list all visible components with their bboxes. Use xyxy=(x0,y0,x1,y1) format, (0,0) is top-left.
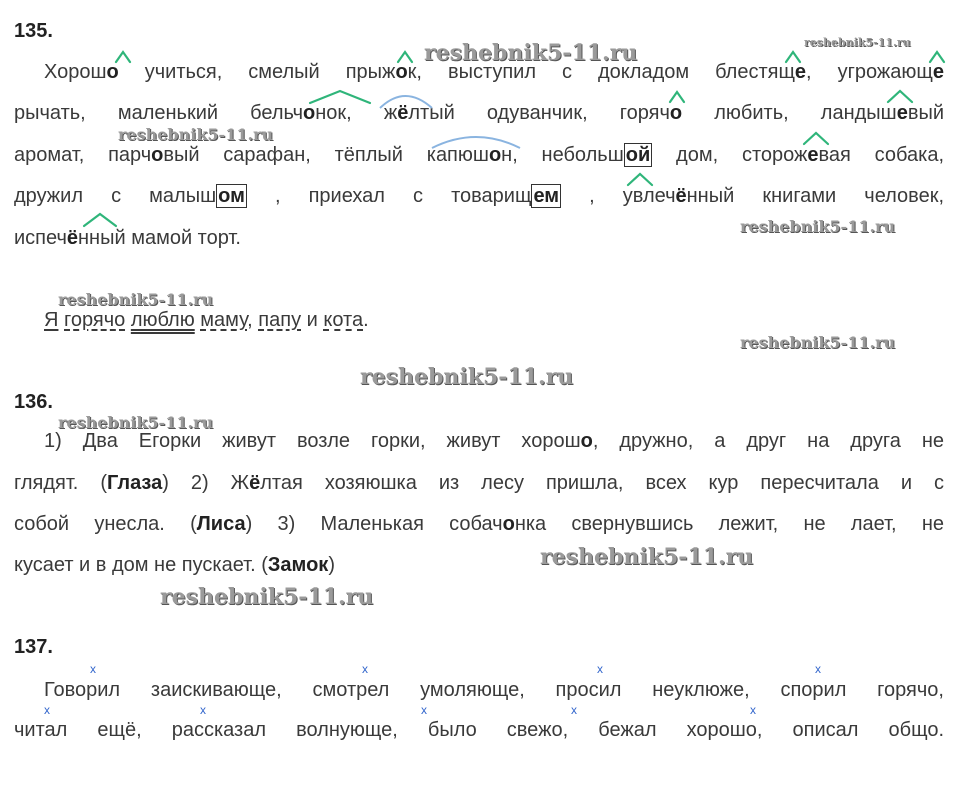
ex136-line-3: собой унесла. (Лиса) 3) Маленькая собачонка свернувшись лежит, не лает, не xyxy=(14,513,945,535)
ex137-line-2: читал ещё, рассказал волнующе, было свежо, бежал хорошо, описал общо. xyxy=(14,719,944,741)
ex136-line-1: 1) Два Егорки живут возле горки, живут хорошо, дружно, а друг на друга не xyxy=(44,430,944,452)
ex135-line-2: рычать, маленький бельчонок, жёлтый одуванчик, горячо любить, ландышевый xyxy=(14,102,944,124)
ex137-line-1: Говорил заискивающе, смотрел умоляюще, просил неуклюже, спорил горячо, xyxy=(44,679,944,701)
exercise-135-number: 135. xyxy=(14,20,53,42)
watermark: reshebnik5-11.ru xyxy=(118,125,274,144)
watermark: reshebnik5-11.ru xyxy=(740,333,896,352)
stress-mark: x xyxy=(200,703,206,717)
watermark: reshebnik5-11.ru xyxy=(424,40,638,66)
stress-mark: x xyxy=(815,662,821,676)
ex136-line-2: глядят. (Глаза) 2) Жёлтая хозяюшка из лесу пришла, всех кур пересчитала и с xyxy=(14,472,944,494)
stress-mark: x xyxy=(571,703,577,717)
ending-box: ой xyxy=(625,144,651,166)
ex135-line-3: аромат, парчовый сарафан, тёплый капюшон, небольш ой дом, сторожевая собака, xyxy=(14,144,944,166)
stress-mark: x xyxy=(750,703,756,717)
stress-mark: x xyxy=(362,662,368,676)
stress-mark: x xyxy=(90,662,96,676)
exercise-136-number: 136. xyxy=(14,391,53,413)
ending-box: ем xyxy=(533,185,560,207)
stress-mark: x xyxy=(597,662,603,676)
watermark: reshebnik5-11.ru xyxy=(58,290,214,309)
ex135-line-5: испечённый мамой торт. xyxy=(14,227,241,249)
ex135-line-1: Хорошо учиться, смелый прыжок, выступил с докладом блестяще, угрожающе xyxy=(44,61,944,83)
stress-mark: x xyxy=(44,703,50,717)
ex135-line-4: дружил с малыш ом , приехал с товарищ ем , увлечённый книгами человек, xyxy=(14,185,945,207)
watermark: reshebnik5-11.ru xyxy=(360,364,574,390)
watermark: reshebnik5-11.ru xyxy=(58,413,214,432)
watermark: reshebnik5-11.ru xyxy=(740,217,896,236)
ending-box: ом xyxy=(218,185,245,207)
ex136-line-4: кусает и в дом не пускает. (Замок) xyxy=(14,554,335,576)
watermark: reshebnik5-11.ru xyxy=(804,36,911,49)
watermark: reshebnik5-11.ru xyxy=(160,584,374,610)
stress-mark: x xyxy=(421,703,427,717)
ex135-parsed-sentence: Я горячо люблю маму, папу и кота. xyxy=(44,309,369,331)
watermark: reshebnik5-11.ru xyxy=(540,544,754,570)
exercise-137-number: 137. xyxy=(14,636,53,658)
